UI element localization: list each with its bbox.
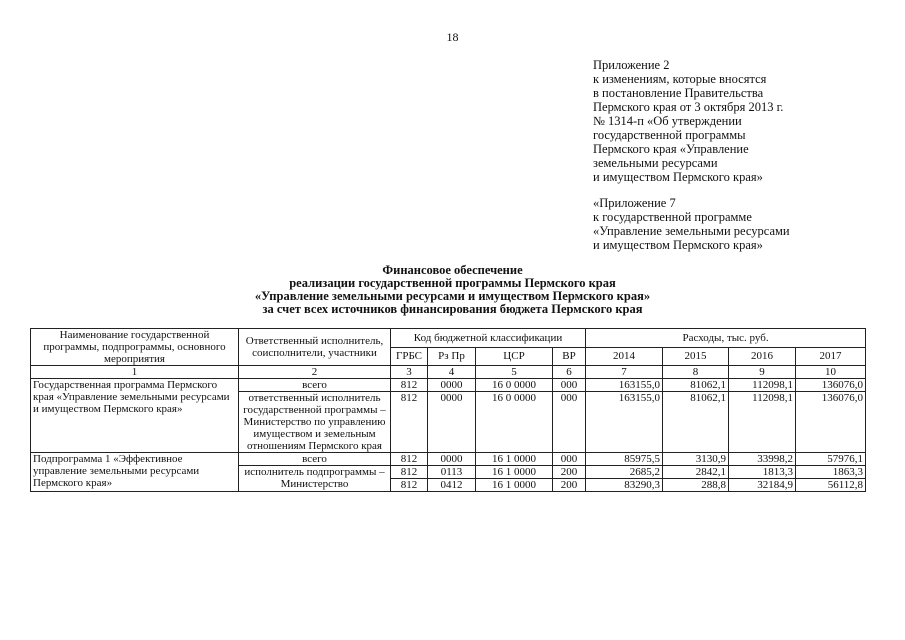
column-number: 5 (476, 366, 553, 379)
amount-2017-cell: 1863,3 (796, 466, 866, 479)
executor-cell: всего (239, 379, 391, 392)
rzpr-cell: 0412 (428, 479, 476, 492)
rzpr-cell: 0000 (428, 392, 476, 453)
header-rzpr: Рз Пр (428, 347, 476, 366)
vr-cell: 000 (553, 453, 586, 466)
rzpr-cell: 0113 (428, 466, 476, 479)
amount-2017-cell: 57976,1 (796, 453, 866, 466)
vr-cell: 200 (553, 479, 586, 492)
grbs-cell: 812 (391, 379, 428, 392)
appendix-line: и имуществом Пермского края» (593, 170, 763, 184)
amount-2014-cell: 163155,0 (586, 392, 663, 453)
header-csr: ЦСР (476, 347, 553, 366)
amount-2014-cell: 2685,2 (586, 466, 663, 479)
executor-cell: ответственный исполнитель государственной программы – Министерство по управлению имуществом и земельным отношениям Пермского края (239, 392, 391, 453)
amount-2015-cell: 288,8 (663, 479, 729, 492)
vr-cell: 000 (553, 392, 586, 453)
grbs-cell: 812 (391, 479, 428, 492)
column-number-row (31, 366, 866, 379)
amount-2015-cell: 81062,1 (663, 379, 729, 392)
appendix-line: Пермского края от 3 октября 2013 г. (593, 100, 784, 114)
column-number: 10 (796, 366, 866, 379)
column-number: 8 (663, 366, 729, 379)
header-year-2016: 2016 (729, 347, 796, 366)
column-number: 7 (586, 366, 663, 379)
header-year-2014: 2014 (586, 347, 663, 366)
header-name: Наименование государственной программы, подпрограммы, основного мероприятия (31, 329, 239, 366)
column-number: 4 (428, 366, 476, 379)
appendix-program-line: «Управление земельными ресурсами (593, 224, 790, 238)
csr-cell: 16 0 0000 (476, 379, 553, 392)
amount-2016-cell: 1813,3 (729, 466, 796, 479)
title-line: Финансовое обеспечение (382, 263, 523, 277)
amount-2015-cell: 3130,9 (663, 453, 729, 466)
executor-cell: всего (239, 453, 391, 466)
column-number: 2 (239, 366, 391, 379)
amount-2016-cell: 32184,9 (729, 479, 796, 492)
amount-2017-cell: 56112,8 (796, 479, 866, 492)
amount-2014-cell: 85975,5 (586, 453, 663, 466)
header-expenses: Расходы, тыс. руб. (586, 329, 866, 348)
csr-cell: 16 1 0000 (476, 466, 553, 479)
appendix-line: государственной программы (593, 128, 746, 142)
header-year-2015: 2015 (663, 347, 729, 366)
financing-table (30, 328, 866, 492)
rzpr-cell: 0000 (428, 379, 476, 392)
header-budget-code: Код бюджетной классификации (391, 329, 586, 348)
table-row (31, 453, 866, 466)
amount-2015-cell: 81062,1 (663, 392, 729, 453)
header-executor: Ответственный исполнитель, соисполнители, участники (239, 329, 391, 366)
table-row (31, 379, 866, 392)
vr-cell: 000 (553, 379, 586, 392)
header-vr: ВР (553, 347, 586, 366)
amount-2015-cell: 2842,1 (663, 466, 729, 479)
appendix-header (593, 58, 893, 184)
grbs-cell: 812 (391, 392, 428, 453)
page-number: 18 (446, 30, 459, 44)
title-line: «Управление земельными ресурсами и имуществом Пермского края» (254, 289, 651, 303)
csr-cell: 16 1 0000 (476, 479, 553, 492)
appendix-program-line: и имуществом Пермского края» (593, 238, 763, 252)
rzpr-cell: 0000 (428, 453, 476, 466)
appendix-line: № 1314-п «Об утверждении (593, 114, 742, 128)
appendix-line: в постановление Правительства (593, 86, 764, 100)
appendix-line: к изменениям, которые вносятся (593, 72, 767, 86)
csr-cell: 16 1 0000 (476, 453, 553, 466)
appendix-program-line: к государственной программе (593, 210, 752, 224)
grbs-cell: 812 (391, 466, 428, 479)
column-number: 6 (553, 366, 586, 379)
grbs-cell: 812 (391, 453, 428, 466)
subprogram-name-cell: Подпрограмма 1 «Эффективное управление земельными ресурсами Пермского края» (31, 453, 239, 492)
amount-2014-cell: 163155,0 (586, 379, 663, 392)
column-number: 3 (391, 366, 428, 379)
amount-2014-cell: 83290,3 (586, 479, 663, 492)
amount-2016-cell: 112098,1 (729, 379, 796, 392)
title-line: реализации государственной программы Пермского края (289, 276, 616, 290)
column-number: 1 (31, 366, 239, 379)
appendix-line: Приложение 2 (593, 58, 670, 72)
amount-2016-cell: 112098,1 (729, 392, 796, 453)
column-number: 9 (729, 366, 796, 379)
appendix-program-line: «Приложение 7 (593, 196, 676, 210)
amount-2016-cell: 33998,2 (729, 453, 796, 466)
appendix-line: Пермского края «Управление (593, 142, 749, 156)
header-row-top (31, 329, 866, 348)
title-line: за счет всех источников финансирования бюджета Пермского края (262, 302, 643, 316)
header-grbs: ГРБС (391, 347, 428, 366)
appendix-line: земельными ресурсами (593, 156, 718, 170)
csr-cell: 16 0 0000 (476, 392, 553, 453)
header-year-2017: 2017 (796, 347, 866, 366)
executor-cell: исполнитель подпрограммы – Министерство (239, 466, 391, 492)
document-title (0, 264, 905, 316)
vr-cell: 200 (553, 466, 586, 479)
appendix-program (593, 196, 893, 252)
amount-2017-cell: 136076,0 (796, 392, 866, 453)
program-name-cell: Государственная программа Пермского края «Управление земельными ресурсами и имуществом Пермского края» (31, 379, 239, 453)
amount-2017-cell: 136076,0 (796, 379, 866, 392)
